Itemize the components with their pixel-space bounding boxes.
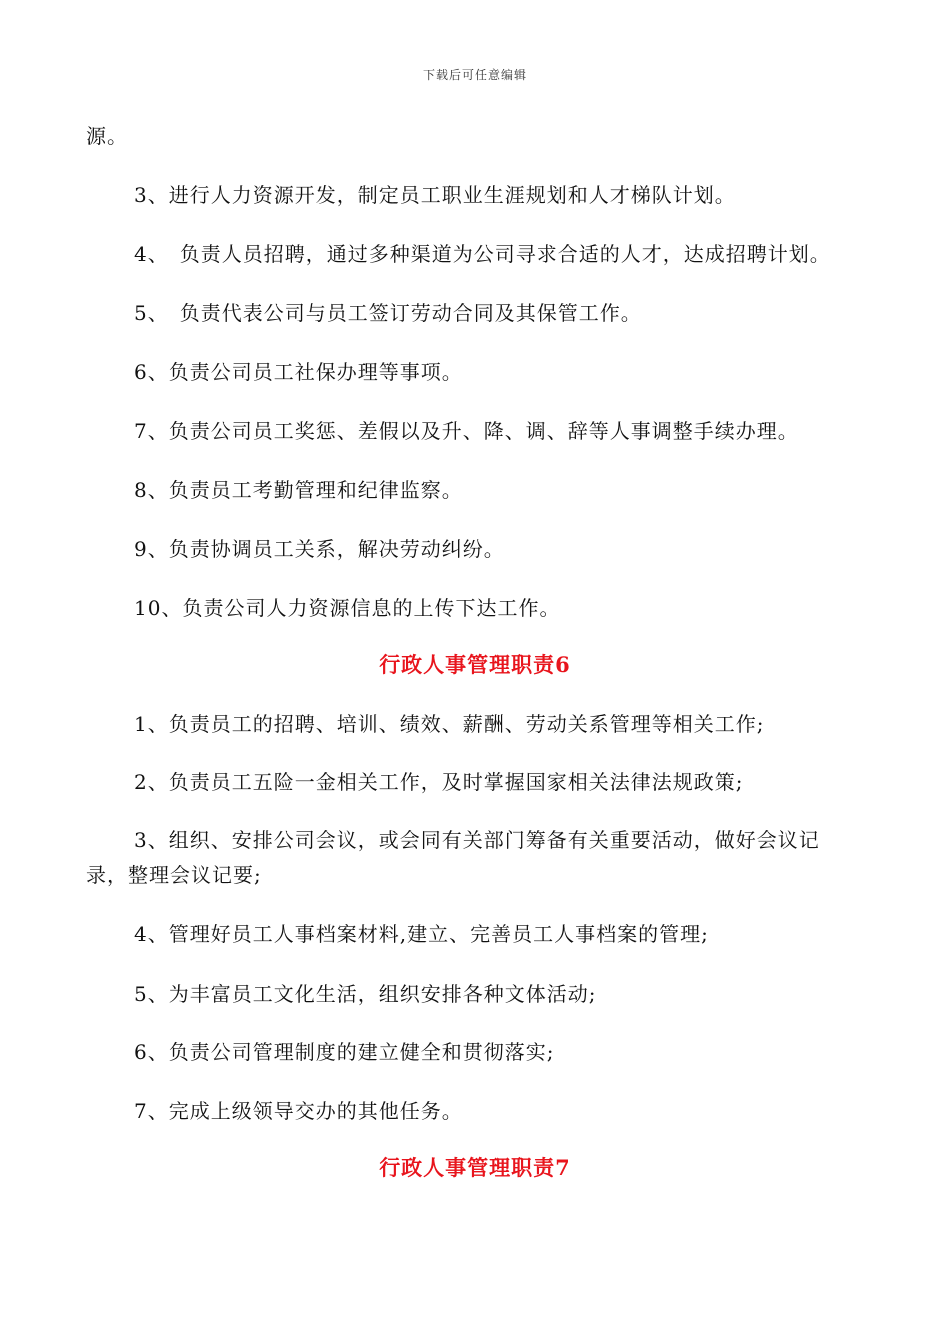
list-item: 7、完成上级领导交办的其他任务。 [134,1099,463,1123]
section-heading: 行政人事管理职责7 [379,1155,571,1180]
list-item: 1、负责员工的招聘、培训、绩效、薪酬、劳动关系管理等相关工作; [134,712,765,736]
list-item: 3、组织、安排公司会议，或会同有关部门筹备有关重要活动，做好会议记 [134,828,820,852]
list-item: 6、负责公司管理制度的建立健全和贯彻落实; [134,1040,555,1064]
list-item: 7、负责公司员工奖惩、差假以及升、降、调、辞等人事调整手续办理。 [134,419,799,443]
list-item: 4、 负责人员招聘，通过多种渠道为公司寻求合适的人才，达成招聘计划。 [134,242,831,266]
list-item: 6、负责公司员工社保办理等事项。 [134,360,463,384]
list-item: 2、负责员工五险一金相关工作，及时掌握国家相关法律法规政策; [134,770,744,794]
list-item: 5、 负责代表公司与员工签订劳动合同及其保管工作。 [134,301,642,325]
list-item: 10、负责公司人力资源信息的上传下达工作。 [134,596,561,620]
paragraph-continuation: 源。 [86,124,128,148]
list-item: 4、管理好员工人事档案材料,建立、完善员工人事档案的管理; [134,922,709,946]
list-item: 8、负责员工考勤管理和纪律监察。 [134,478,463,502]
section-heading: 行政人事管理职责6 [379,652,571,677]
list-item-continuation: 录，整理会议记要; [86,863,262,887]
page-header-note: 下载后可任意编辑 [422,68,527,82]
list-item: 9、负责协调员工关系，解决劳动纠纷。 [134,537,505,561]
list-item: 5、为丰富员工文化生活，组织安排各种文体活动; [134,982,597,1006]
list-item: 3、进行人力资源开发，制定员工职业生涯规划和人才梯队计划。 [134,183,736,207]
